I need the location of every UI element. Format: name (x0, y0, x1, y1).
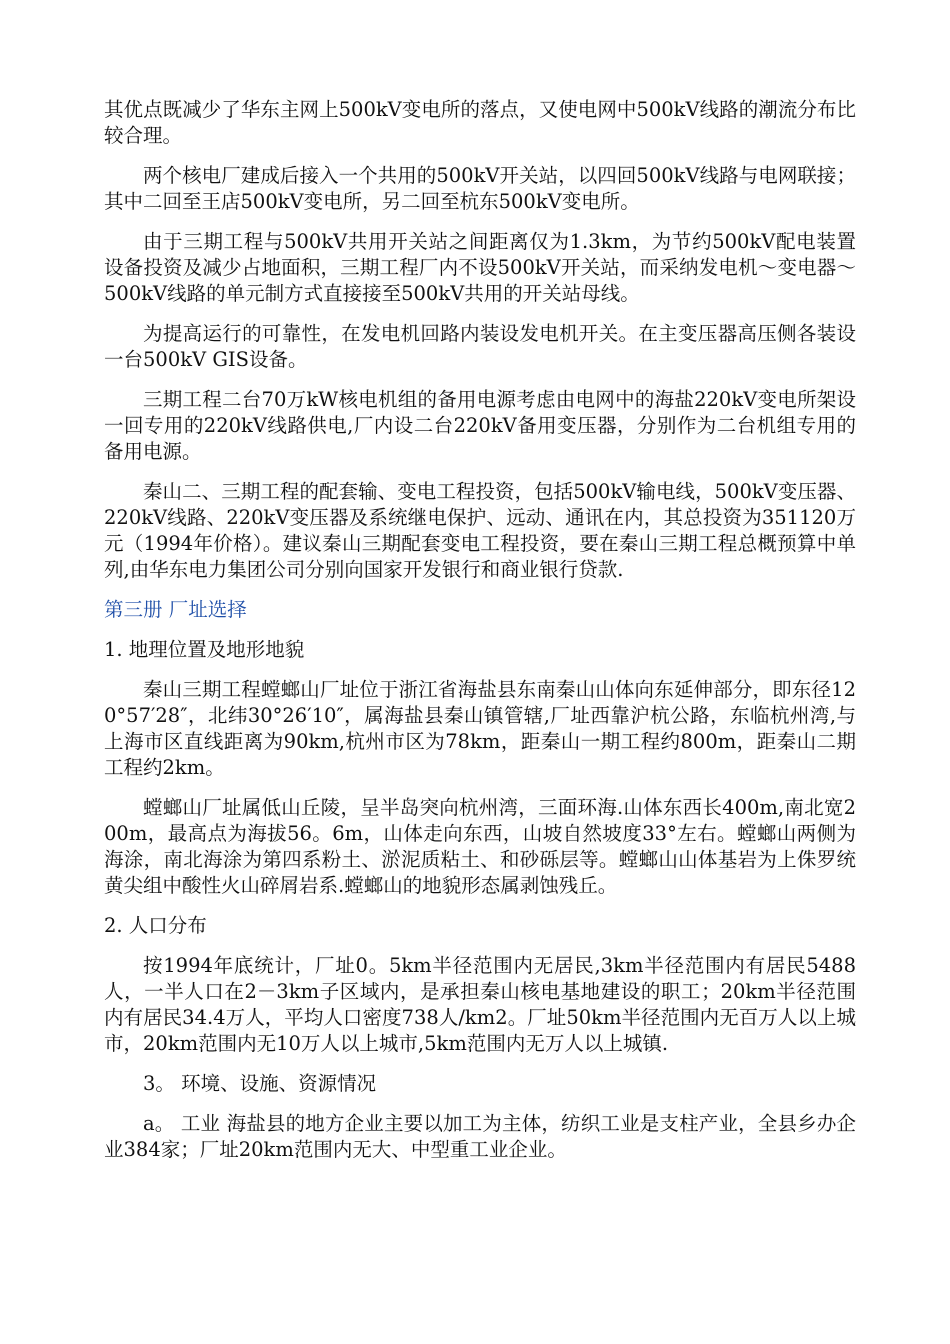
heading-population: 2. 人口分布 (104, 914, 207, 937)
paragraph-4: 为提高运行的可靠性，在发电机回路内装设发电机开关。在主变压器高压侧各装设一台500kV GIS设备。 (104, 322, 856, 371)
document-body (104, 97, 856, 1177)
paragraph-7: 秦山三期工程螳螂山厂址位于浙江省海盐县东南秦山山体向东延伸部分，即东径120°57′28″，北纬30°26′10″，属海盐县秦山镇管辖,厂址西靠沪杭公路，东临杭州湾,与上海市区直线距离为90km,杭州市区为78km，距秦山一期工程约800m，距秦山二期工程约2km。 (104, 678, 856, 779)
paragraph-2: 两个核电厂建成后接入一个共用的500kV开关站，以四回500kV线路与电网联接；其中二回至王店500kV变电所，另二回至杭东500kV变电所。 (104, 164, 856, 213)
heading-environment: 3。 环境、设施、资源情况 (143, 1072, 377, 1095)
paragraph-10: a。 工业 海盐县的地方企业主要以加工为主体，纺织工业是支柱产业，全县乡办企业384家；厂址20km范围内无大、中型重工业企业。 (104, 1112, 856, 1161)
paragraph-9: 按1994年底统计，厂址0。5km半径范围内无居民,3km半径范围内有居民5488人，一半人口在2－3km子区域内，是承担秦山核电基地建设的职工；20km半径范围内有居民34.4万人，平均人口密度738人/km2。厂址50km半径范围内无百万人以上城市，20km范围内无10万人以上城市,5km范围内无万人以上城镇. (104, 954, 856, 1055)
heading-geography: 1. 地理位置及地形地貌 (104, 638, 305, 661)
paragraph-8: 螳螂山厂址属低山丘陵，呈半岛突向杭州湾，三面环海.山体东西长400m,南北宽200m，最高点为海拔56。6m，山体走向东西，山坡自然坡度33°左右。螳螂山两侧为海涂，南北海涂为第四系粉土、淤泥质粘土、和砂砾层等。螳螂山山体基岩为上侏罗统黄尖组中酸性火山碎屑岩系.螳螂山的地貌形态属剥蚀残丘。 (104, 796, 856, 897)
section-title: 第三册 厂址选择 (104, 598, 247, 621)
paragraph-6: 秦山二、三期工程的配套输、变电工程投资，包括500kV输电线，500kV变压器、220kV线路、220kV变压器及系统继电保护、远动、通讯在内，其总投资为351120万元（1994年价格）。建议秦山三期配套变电工程投资，要在秦山三期工程总概预算中单列,由华东电力集团公司分别向国家开发银行和商业银行贷款. (104, 480, 856, 581)
paragraph-5: 三期工程二台70万kW核电机组的备用电源考虑由电网中的海盐220kV变电所架设一回专用的220kV线路供电,厂内设二台220kV备用变压器，分别作为二台机组专用的备用电源。 (104, 388, 856, 463)
paragraph-3: 由于三期工程与500kV共用开关站之间距离仅为1.3km，为节约500kV配电装置设备投资及减少占地面积，三期工程厂内不设500kV开关站，而采纳发电机～变电器～500kV线路的单元制方式直接接至500kV共用的开关站母线。 (104, 230, 856, 305)
paragraph-1: 其优点既减少了华东主网上500kV变电所的落点，又使电网中500kV线路的潮流分布比较合理。 (104, 98, 856, 147)
